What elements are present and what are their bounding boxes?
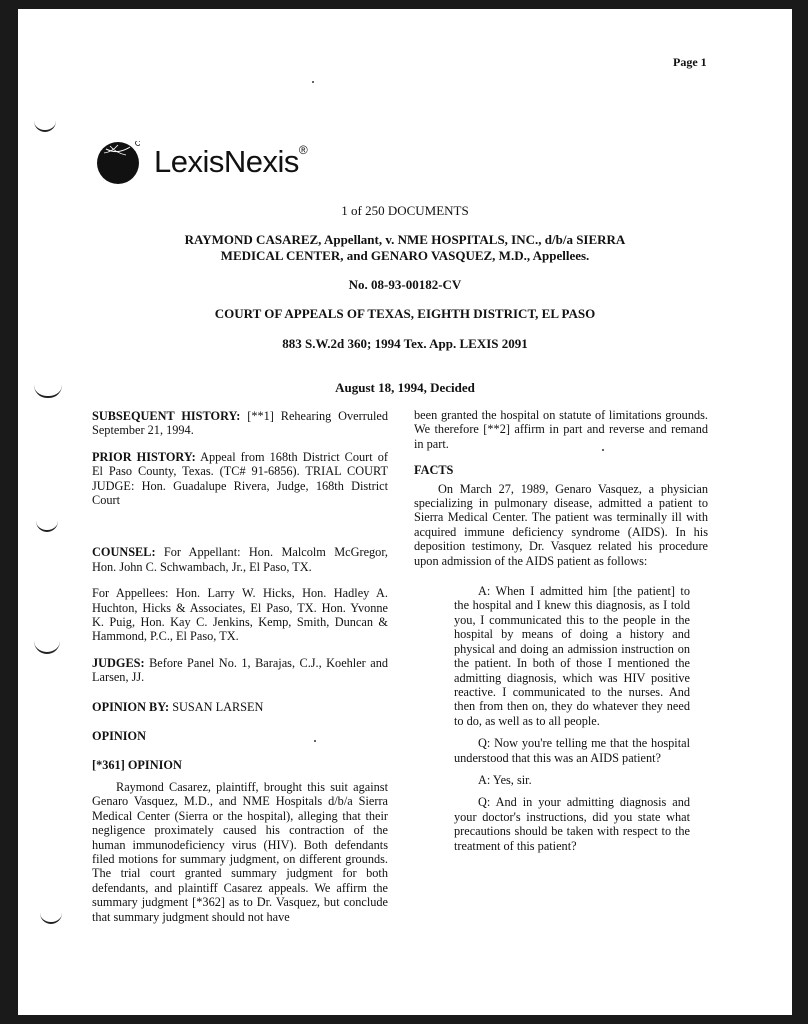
left-column [92,409,388,924]
docket-number: No. 08-93-00182-CV [348,277,462,292]
testimony-answer-1: A: When I admitted him [the patient] to the hospital and I knew this diagnosis, as I told you, I communicated this to the people in the hospital by means of doing a history and physical and doing an admission instruction on the patient. In both of those I mentioned the admitting diagnosis, which was HIV positive reactive. I communicated to the nurses. And then from then on, they do whatever they need to do, as well as to all people. [454,584,690,728]
opinion-heading: OPINION [92,729,146,744]
right-column [414,408,708,853]
counsel-appellant: COUNSEL: For Appellant: Hon. Malcolm McGregor, Hon. John C. Schwambach, Jr., El Paso, TX. [92,545,388,574]
decision-date: August 18, 1994, Decided [335,380,475,395]
binder-hole-mark [34,119,56,132]
document-page [18,9,792,1015]
page-number: Page 1 [673,55,707,69]
brand-name: LexisNexis® [154,143,308,179]
judges: JUDGES: Before Panel No. 1, Barajas, C.J., Koehler and Larsen, JJ. [92,655,388,685]
prior-history: PRIOR HISTORY: Appeal from 168th District Court of El Paso County, Texas. (TC# 91-6856). TRIAL COURT JUDGE: Hon. Guadalupe Rivera, Judge, 168th District Court [92,449,388,508]
citation: 883 S.W.2d 360; 1994 Tex. App. LEXIS 2091 [282,336,528,351]
continuation-paragraph: been granted the hospital on statute of limitations grounds. We therefore [**2] affirm in part and reverse and remand in part. [414,408,708,451]
speck [312,81,314,83]
binder-hole-mark [34,641,60,654]
testimony-question-1: Q: Now you're telling me that the hospital understood that this was an AIDS patient? [454,736,690,765]
court-name: COURT OF APPEALS OF TEXAS, EIGHTH DISTRICT, EL PASO [214,306,596,321]
binder-hole-mark [36,519,58,532]
facts-paragraph: On March 27, 1989, Genaro Vasquez, a physician specializing in pulmonary disease, admitted a patient to Sierra Medical Center. The patient was terminally ill with acquired immune deficiency syndrome (AIDS). In his deposition testimony, Dr. Vasquez related his procedure upon admission of the AIDS patient as follows: [414,481,708,568]
opinion-by: OPINION BY: SUSAN LARSEN [92,699,264,714]
case-parties-line2: MEDICAL CENTER, and GENARO VASQUEZ, M.D., Appellees. [220,248,590,263]
document-count: 1 of 250 DOCUMENTS [341,203,469,218]
globe-icon [96,141,140,185]
binder-hole-mark [40,911,62,924]
testimony-question-2: Q: And in your admitting diagnosis and your doctor's instructions, did you state what precautions should be taken with respect to the treatment of this patient? [454,795,690,853]
testimony-answer-2: A: Yes, sir. [478,772,532,787]
facts-heading: FACTS [414,463,454,478]
counsel-appellees: For Appellees: Hon. Larry W. Hicks, Hon. Hadley A. Huchton, Hicks & Associates, El Paso, TX. Hon. Yvonne K. Puig, Hon. Kay C. Jenkins, Kemp, Smith, Duncan & Hammond, P.C., El Paso, TX. [92,586,388,644]
opinion-sub-heading: [*361] OPINION [92,757,182,772]
case-parties-line1: RAYMOND CASAREZ, Appellant, v. NME HOSPITALS, INC., d/b/a SIERRA [184,232,626,247]
opinion-paragraph: Raymond Casarez, plaintiff, brought this suit against Genaro Vasquez, M.D., and NME Hospitals d/b/a Sierra Medical Center (Sierra or the hospital), alleging that their negligence proximately caused his contraction of the human immunodeficiency virus (HIV). Both defendants filed motions for summary judgment, on different grounds. The trial court granted summary judgment for both defendants, and plaintiff Casarez appeals. We affirm the summary judgment [*362] as to Dr. Vasquez, but conclude that summary judgment should not have [92,779,388,924]
subsequent-history: SUBSEQUENT HISTORY: [**1] Rehearing Overruled September 21, 1994. [92,409,389,438]
